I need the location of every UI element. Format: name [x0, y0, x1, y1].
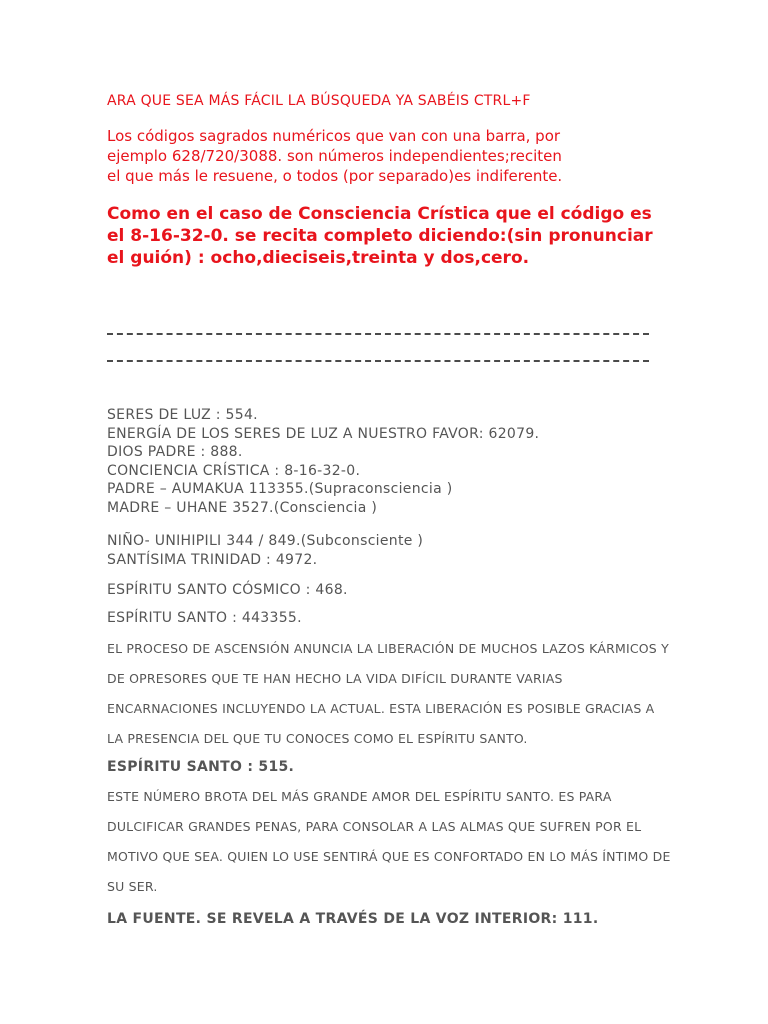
separator-line: [107, 333, 649, 335]
recitation-note-line: el 8-16-32-0. se recita completo diciendo:(sin pronunciar: [107, 226, 653, 246]
code-entry-espiritu-santo: ESPÍRITU SANTO : 443355.: [107, 610, 302, 626]
code-entry: MADRE – UHANE 3527.(Consciencia ): [107, 499, 378, 516]
code-entry: PADRE – AUMAKUA 113355.(Supraconsciencia ): [107, 481, 453, 497]
paragraph-line: DE OPRESORES QUE TE HAN HECHO LA VIDA DIFÍCIL DURANTE VARIAS: [107, 671, 563, 686]
code-entry: NIÑO- UNIHIPILI 344 / 849.(Subconsciente ): [107, 533, 424, 549]
paragraph-line: DULCIFICAR GRANDES PENAS, PARA CONSOLAR A LAS ALMAS QUE SUFREN POR EL: [107, 819, 642, 834]
code-entry: CONCIENCIA CRÍSTICA : 8-16-32-0.: [107, 462, 361, 479]
intro-paragraph: [107, 126, 562, 186]
code-entry: DIOS PADRE : 888.: [107, 444, 243, 460]
code-entry-espiritu-santo-515: ESPÍRITU SANTO : 515.: [107, 759, 295, 775]
paragraph-line: ENCARNACIONES INCLUYENDO LA ACTUAL. ESTA LIBERACIÓN ES POSIBLE GRACIAS A: [107, 701, 655, 716]
recitation-note: [107, 203, 653, 269]
intro-paragraph-line: ejemplo 628/720/3088. son números independientes;reciten: [107, 147, 562, 165]
code-entry: ENERGÍA DE LOS SERES DE LUZ A NUESTRO FAVOR: 62079.: [107, 425, 540, 442]
intro-paragraph-line: Los códigos sagrados numéricos que van con una barra, por: [107, 127, 561, 145]
paragraph-line: ESTE NÚMERO BROTA DEL MÁS GRANDE AMOR DEL ESPÍRITU SANTO. ES PARA: [107, 789, 612, 804]
paragraph-line: MOTIVO QUE SEA. QUIEN LO USE SENTIRÁ QUE ES CONFORTADO EN LO MÁS ÍNTIMO DE: [107, 849, 671, 864]
code-entry: SERES DE LUZ : 554.: [107, 407, 258, 423]
ascension-paragraph: [107, 634, 669, 754]
recitation-note-line: Como en el caso de Consciencia Crística que el código es: [107, 204, 652, 224]
paragraph-line: LA PRESENCIA DEL QUE TU CONOCES COMO EL ESPÍRITU SANTO.: [107, 731, 528, 746]
recitation-note-line: el guión) : ocho,dieciseis,treinta y dos,cero.: [107, 248, 530, 268]
intro-paragraph-line: el que más le resuene, o todos (por separado)es indiferente.: [107, 167, 563, 185]
code-entry-espiritu-cosmico: ESPÍRITU SANTO CÓSMICO : 468.: [107, 582, 348, 598]
code-entry: SANTÍSIMA TRINIDAD : 4972.: [107, 551, 318, 568]
intro-line: ARA QUE SEA MÁS FÁCIL LA BÚSQUEDA YA SABÉIS CTRL+F: [107, 93, 531, 109]
separator-line: [107, 360, 649, 362]
codes-list: [107, 532, 423, 569]
espiritu-santo-paragraph: [107, 782, 671, 902]
paragraph-line: SU SER.: [107, 879, 158, 894]
codes-list: [107, 406, 539, 517]
code-entry-la-fuente: LA FUENTE. SE REVELA A TRAVÉS DE LA VOZ INTERIOR: 111.: [107, 911, 599, 927]
paragraph-line: EL PROCESO DE ASCENSIÓN ANUNCIA LA LIBERACIÓN DE MUCHOS LAZOS KÁRMICOS Y: [107, 641, 669, 656]
